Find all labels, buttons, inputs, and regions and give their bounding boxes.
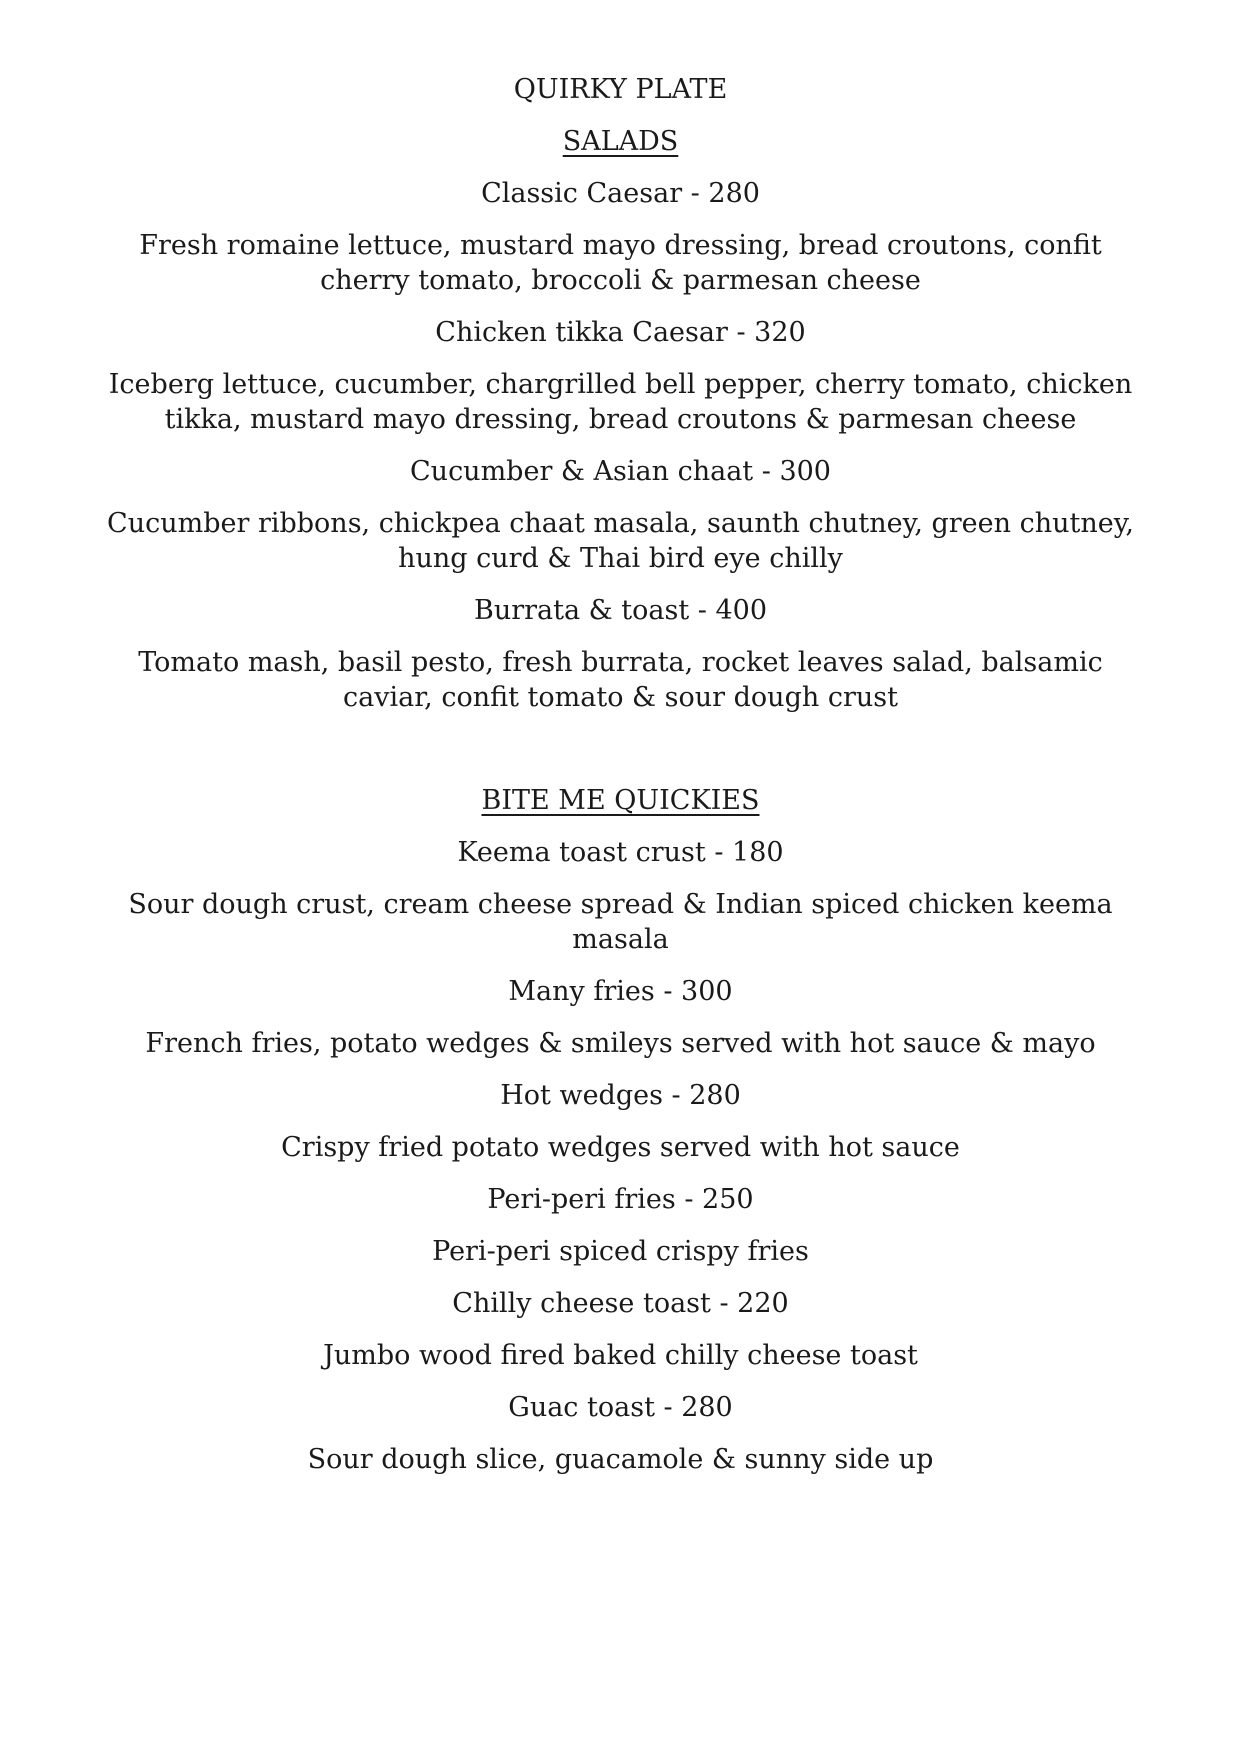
menu-item-name-price: Chilly cheese toast - 220 — [452, 1288, 789, 1319]
menu-item-name-price: Classic Caesar - 280 — [481, 178, 760, 209]
section-title-salads: SALADS — [562, 126, 679, 157]
menu-item-description: French fries, potato wedges & smileys served with hot sauce & mayo — [145, 1028, 1096, 1059]
menu-item-description: tikka, mustard mayo dressing, bread croutons & parmesan cheese — [164, 404, 1077, 435]
menu-item-name-price: Chicken tikka Caesar - 320 — [435, 317, 806, 348]
menu-item-description: Cucumber ribbons, chickpea chaat masala, saunth chutney, green chutney, — [107, 508, 1134, 539]
menu-item-description: cherry tomato, broccoli & parmesan cheese — [320, 265, 921, 296]
menu-item-name-price: Guac toast - 280 — [508, 1392, 733, 1423]
menu-item-description: Sour dough crust, cream cheese spread & Indian spiced chicken keema — [128, 889, 1113, 920]
menu-item-name-price: Many fries - 300 — [508, 976, 733, 1007]
menu-item-description: Tomato mash, basil pesto, fresh burrata, rocket leaves salad, balsamic — [138, 647, 1103, 678]
section-title-bite-me-quickies: BITE ME QUICKIES — [481, 785, 760, 816]
menu-item-description: Sour dough slice, guacamole & sunny side up — [307, 1444, 934, 1475]
restaurant-name: QUIRKY PLATE — [513, 74, 728, 105]
menu-item-name-price: Burrata & toast - 400 — [473, 595, 768, 626]
menu-item-description: Iceberg lettuce, cucumber, chargrilled bell pepper, cherry tomato, chicken — [108, 369, 1133, 400]
menu-item-name-price: Keema toast crust - 180 — [457, 837, 784, 868]
menu-item-description: masala — [572, 924, 669, 955]
menu-item-description: Peri-peri spiced crispy fries — [432, 1236, 809, 1267]
menu-item-description: Crispy fried potato wedges served with hot sauce — [281, 1132, 960, 1163]
menu-item-name-price: Cucumber & Asian chaat - 300 — [410, 456, 831, 487]
menu-item-description: hung curd & Thai bird eye chilly — [398, 543, 843, 574]
menu-item-name-price: Hot wedges - 280 — [500, 1080, 741, 1111]
menu-item-description: Jumbo wood fired baked chilly cheese toast — [323, 1340, 918, 1371]
menu-item-description: caviar, confit tomato & sour dough crust — [343, 682, 898, 713]
menu-item-description: Fresh romaine lettuce, mustard mayo dressing, bread croutons, confit — [139, 230, 1102, 261]
menu-item-name-price: Peri-peri fries - 250 — [487, 1184, 754, 1215]
